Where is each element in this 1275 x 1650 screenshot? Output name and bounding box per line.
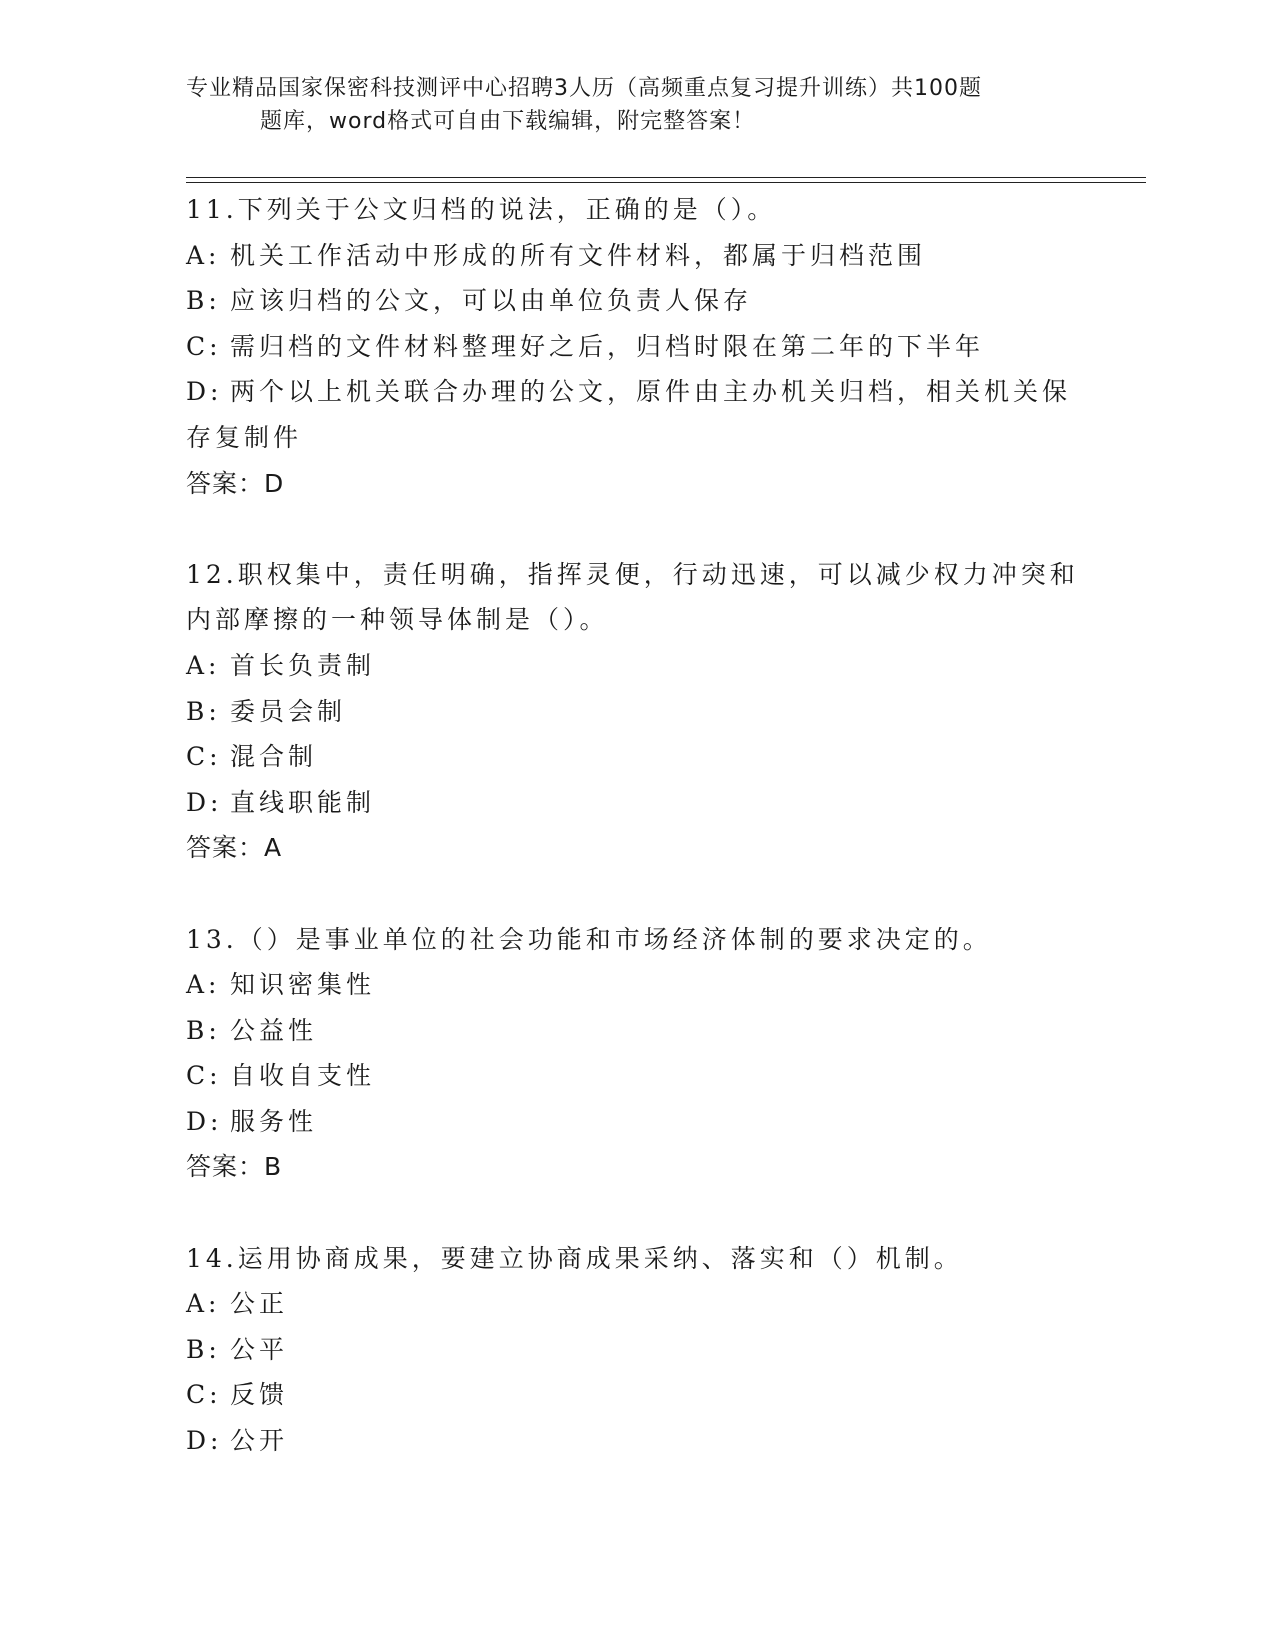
option-row [186, 278, 1086, 324]
option-row [186, 1327, 1086, 1373]
question-spacer [186, 506, 1086, 552]
question-spacer [186, 1190, 1086, 1236]
answer-line: 答案：A [186, 833, 283, 863]
option-row [186, 734, 1086, 780]
option-text: 服务性 [230, 1106, 318, 1136]
option-letter: C: [186, 742, 222, 772]
option-text: 首长负责制 [230, 650, 376, 680]
option-text: 需归档的文件材料整理好之后，归档时限在第二年的下半年 [230, 331, 985, 361]
option-text: 两个以上机关联合办理的公文，原件由主办机关归档，相关机关保 [230, 377, 1072, 407]
option-text: 公益性 [230, 1015, 318, 1045]
option-text-continued: 存复制件 [186, 422, 303, 452]
option-row [186, 1372, 1086, 1418]
option-letter: A: [186, 1289, 221, 1319]
option-row [186, 233, 1086, 279]
option-letter: D: [186, 1426, 223, 1456]
option-row [186, 1099, 1086, 1145]
option-letter: A: [186, 650, 221, 680]
option-text: 委员会制 [230, 696, 347, 726]
option-row [186, 643, 1086, 689]
question-block [186, 552, 1086, 917]
option-row [186, 1008, 1086, 1054]
option-text: 应该归档的公文，可以由单位负责人保存 [230, 286, 753, 316]
option-text: 混合制 [230, 742, 318, 772]
option-text: 公开 [230, 1426, 289, 1456]
option-row [186, 1281, 1086, 1327]
question-stem: 内部摩擦的一种领导体制是（）。 [186, 605, 609, 635]
option-text: 公平 [230, 1334, 289, 1364]
header-divider-top [186, 177, 1146, 178]
option-text: 知识密集性 [230, 970, 376, 1000]
option-text: 机关工作活动中形成的所有文件材料，都属于归档范围 [230, 240, 927, 270]
question-block [186, 1236, 1086, 1464]
option-letter: D: [186, 787, 223, 817]
option-row [186, 1418, 1086, 1464]
option-letter: D: [186, 377, 223, 407]
header-title-line-1: 专业精品国家保密科技测评中心招聘3人历（高频重点复习提升训练）共100题 [186, 76, 982, 101]
question-block [186, 187, 1086, 552]
header-divider-bottom [186, 182, 1146, 183]
question-block [186, 917, 1086, 1236]
option-text: 直线职能制 [230, 787, 376, 817]
option-letter: B: [186, 1334, 221, 1364]
option-letter: D: [186, 1106, 223, 1136]
option-text: 公正 [230, 1289, 289, 1319]
question-stem: 14.运用协商成果，要建立协商成果采纳、落实和（）机制。 [186, 1243, 963, 1273]
option-letter: C: [186, 1061, 222, 1091]
answer-line: 答案：B [186, 1152, 283, 1182]
option-letter: B: [186, 286, 221, 316]
option-letter: B: [186, 1015, 221, 1045]
option-letter: A: [186, 970, 221, 1000]
option-letter: A: [186, 240, 221, 270]
question-stem: 13.（）是事业单位的社会功能和市场经济体制的要求决定的。 [186, 924, 992, 954]
question-list [186, 187, 1086, 1464]
option-letter: C: [186, 1380, 222, 1410]
option-row [186, 369, 1086, 415]
option-row [186, 780, 1086, 826]
option-text: 自收自支性 [230, 1061, 376, 1091]
document-header [186, 72, 1066, 138]
question-stem: 11.下列关于公文归档的说法，正确的是（）。 [186, 195, 777, 224]
question-spacer [186, 871, 1086, 917]
option-letter: C: [186, 331, 222, 361]
option-text: 反馈 [230, 1380, 289, 1410]
option-row [186, 689, 1086, 735]
option-row [186, 962, 1086, 1008]
header-title-line-2: 题库，word格式可自由下载编辑，附完整答案！ [260, 109, 756, 134]
question-stem: 12.职权集中，责任明确，指挥灵便，行动迅速，可以减少权力冲突和 [186, 559, 1079, 589]
option-row [186, 1053, 1086, 1099]
option-row [186, 324, 1086, 370]
answer-line: 答案：D [186, 468, 285, 498]
option-letter: B: [186, 696, 221, 726]
